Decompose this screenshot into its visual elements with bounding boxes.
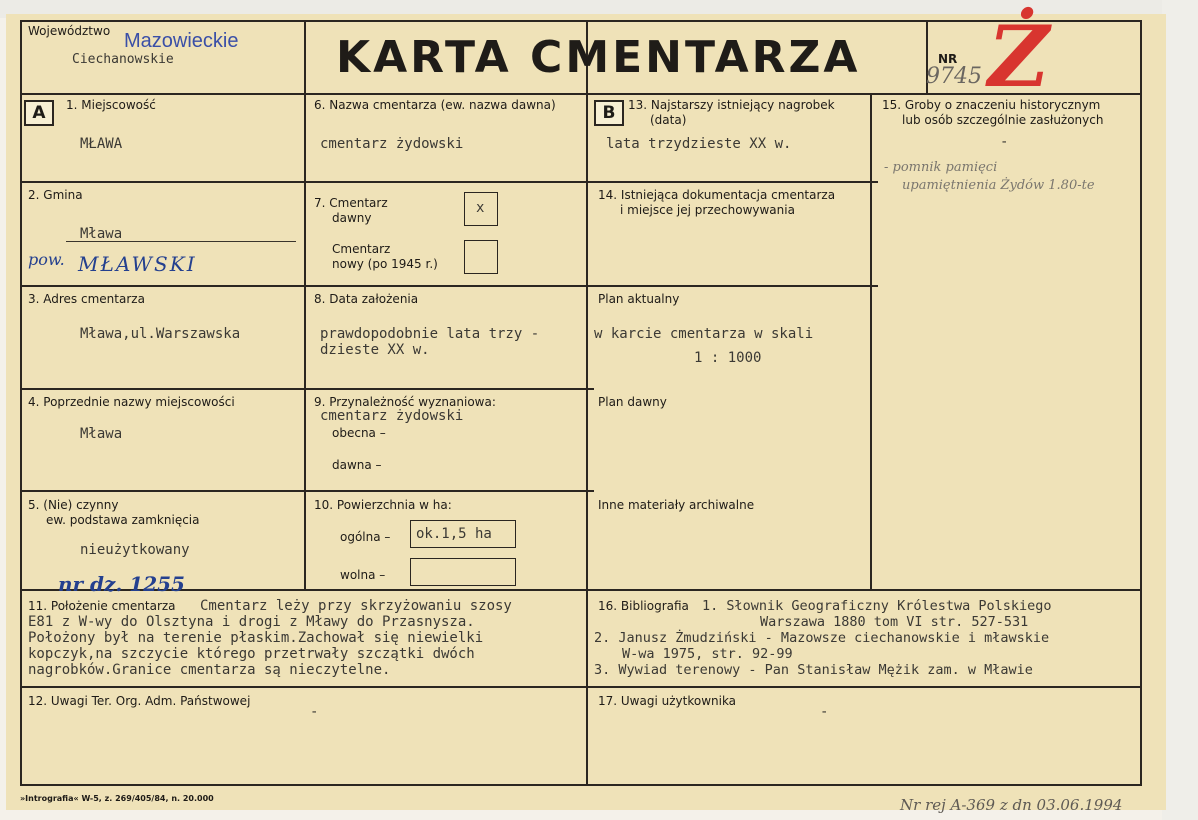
field-8-value-1: prawdopodobnie lata trzy - — [320, 326, 540, 342]
field-7-label-2: dawny — [332, 211, 372, 225]
cemetery-new-checkbox[interactable] — [464, 240, 498, 274]
field-9-obecna: obecna – — [332, 426, 386, 440]
field-12-dash: - — [310, 704, 319, 720]
field-5-label-2: ew. podstawa zamknięcia — [46, 513, 200, 527]
checkbox-mark: x — [476, 200, 485, 216]
field-17-label: 17. Uwagi użytkownika — [598, 694, 737, 708]
section-b-marker: B — [594, 100, 624, 126]
field-13-value: lata trzydzieste XX w. — [606, 136, 792, 152]
field-10-wolna: wolna – — [340, 568, 386, 582]
field-5-hand: nr dz. 1255 — [58, 572, 185, 596]
grid-line — [586, 20, 588, 786]
field-2-hand-value: MŁAWSKI — [78, 252, 197, 276]
grid-line — [586, 181, 878, 183]
grid-line — [20, 686, 1142, 688]
red-stamp: Ż — [988, 7, 1050, 106]
wojewodztwo-typed: Ciechanowskie — [72, 52, 174, 67]
field-1-label: 1. Miejscowość — [66, 98, 156, 112]
field-7-label: 7. Cmentarz — [314, 196, 388, 210]
field-14-label: 14. Istniejąca dokumentacja cmentarza — [598, 188, 836, 202]
field-9-dawna: dawna – — [332, 458, 382, 472]
field-11-line-5: nagrobków.Granice cmentarza są nieczytelne. — [28, 662, 391, 678]
grid-line — [20, 285, 878, 287]
field-10-ogolna: ogólna – — [340, 530, 391, 544]
field-11-line-4: kopczyk,na szczycie którego przetrwały szczątki dwóch — [28, 646, 475, 662]
field-8-label: 8. Data założenia — [314, 292, 419, 306]
field-16-line-5: 3. Wywiad terenowy - Pan Stanisław Mężik zam. w Mławie — [594, 662, 1033, 678]
wojewodztwo-label: Województwo — [28, 24, 111, 38]
field-1-value: MŁAWA — [80, 136, 123, 152]
nr-label: NR — [938, 52, 958, 66]
plan-aktualny-value-1: w karcie cmentarza w skali — [594, 326, 814, 342]
field-2-value: Mława — [80, 226, 123, 242]
field-11-line-2: E81 z W-wy do Olsztyna i drogi z Mławy do Przasnysza. — [28, 614, 475, 630]
field-3-value: Mława,ul.Warszawska — [80, 326, 241, 342]
field-15-dash: - — [1000, 134, 1009, 150]
field-4-value: Mława — [80, 426, 123, 442]
plan-aktualny-value-2: 1 : 1000 — [694, 350, 762, 366]
field-10-label: 10. Powierzchnia w ha: — [314, 498, 452, 512]
field-16-line-1: 1. Słownik Geograficzny Królestwa Polskiego — [702, 598, 1052, 614]
field-15-label: 15. Groby o znaczeniu historycznym — [882, 98, 1101, 112]
field-16-label: 16. Bibliografia — [598, 599, 689, 613]
field-6-value: cmentarz żydowski — [320, 136, 464, 152]
field-2-hand-prefix: pow. — [28, 250, 65, 269]
field-11-label: 11. Położenie cmentarza — [28, 599, 176, 613]
grid-line — [20, 784, 1142, 786]
field-5-label: 5. (Nie) czynny — [28, 498, 119, 512]
field-16-line-3: 2. Janusz Żmudziński - Mazowsze ciechanowskie i mławskie — [594, 630, 1050, 646]
grid-line — [20, 93, 1142, 95]
field-6-label: 6. Nazwa cmentarza (ew. nazwa dawna) — [314, 98, 556, 112]
grid-line — [870, 93, 872, 590]
field-4-label: 4. Poprzednie nazwy miejscowości — [28, 395, 235, 409]
grid-line — [20, 490, 594, 492]
field-16-line-2: Warszawa 1880 tom VI str. 527-531 — [760, 614, 1029, 630]
field-16-line-4: W-wa 1975, str. 92-99 — [622, 646, 793, 662]
area-total-value: ok.1,5 ha — [416, 526, 492, 542]
field-14-label-2: i miejsce jej przechowywania — [620, 203, 795, 217]
field-17-dash: - — [820, 704, 829, 720]
area-free-box — [410, 558, 516, 586]
section-a-marker: A — [24, 100, 54, 126]
field-15-label-2: lub osób szczególnie zasłużonych — [902, 113, 1104, 127]
scan-background-right — [1162, 0, 1198, 820]
field-15-pencil-2: upamiętnienia Żydów 1.80-te — [902, 178, 1095, 193]
grid-line — [20, 181, 594, 183]
field-9-label: 9. Przynależność wyznaniowa: — [314, 395, 496, 409]
wojewodztwo-stamp: Mazowieckie — [124, 30, 239, 52]
pencil-archive-note: Nr rej A-369 z dn 03.06.1994 — [900, 796, 1123, 814]
grid-line — [1140, 20, 1142, 786]
field-7-label-3: Cmentarz — [332, 242, 391, 256]
plan-dawny-label: Plan dawny — [598, 395, 667, 409]
grid-line — [304, 20, 306, 590]
grid-line — [20, 589, 1142, 591]
grid-line — [20, 20, 22, 786]
field-8-value-2: dzieste XX w. — [320, 342, 430, 358]
field-13-label: 13. Najstarszy istniejący nagrobek — [628, 98, 835, 112]
field-7-label-4: nowy (po 1945 r.) — [332, 257, 438, 271]
cemetery-old-checkbox[interactable] — [464, 192, 498, 226]
field-5-value: nieużytkowany — [80, 542, 190, 558]
area-total-box — [410, 520, 516, 548]
field-13-label-2: (data) — [650, 113, 687, 127]
field-12-label: 12. Uwagi Ter. Org. Adm. Państwowej — [28, 694, 251, 708]
field-11-line-3: Położony był na terenie płaskim.Zachował się niewielki — [28, 630, 484, 646]
field-11-line-1: Cmentarz leży przy skrzyżowaniu szosy — [200, 598, 512, 614]
card-title: KARTA CMENTARZA — [336, 32, 861, 83]
grid-line — [20, 20, 1142, 22]
field-15-pencil-1: - pomnik pamięci — [884, 160, 998, 175]
field-3-label: 3. Adres cmentarza — [28, 292, 145, 306]
cemetery-card — [6, 7, 1166, 810]
print-info: »Intrografia« W-5, z. 269/405/84, n. 20.000 — [20, 794, 214, 803]
field-2-label: 2. Gmina — [28, 188, 83, 202]
inne-materialy-label: Inne materiały archiwalne — [598, 498, 755, 512]
grid-line — [20, 388, 594, 390]
field-9-value: cmentarz żydowski — [320, 408, 464, 424]
nr-pencil: 9745 — [926, 64, 982, 89]
plan-aktualny-label: Plan aktualny — [598, 292, 680, 306]
